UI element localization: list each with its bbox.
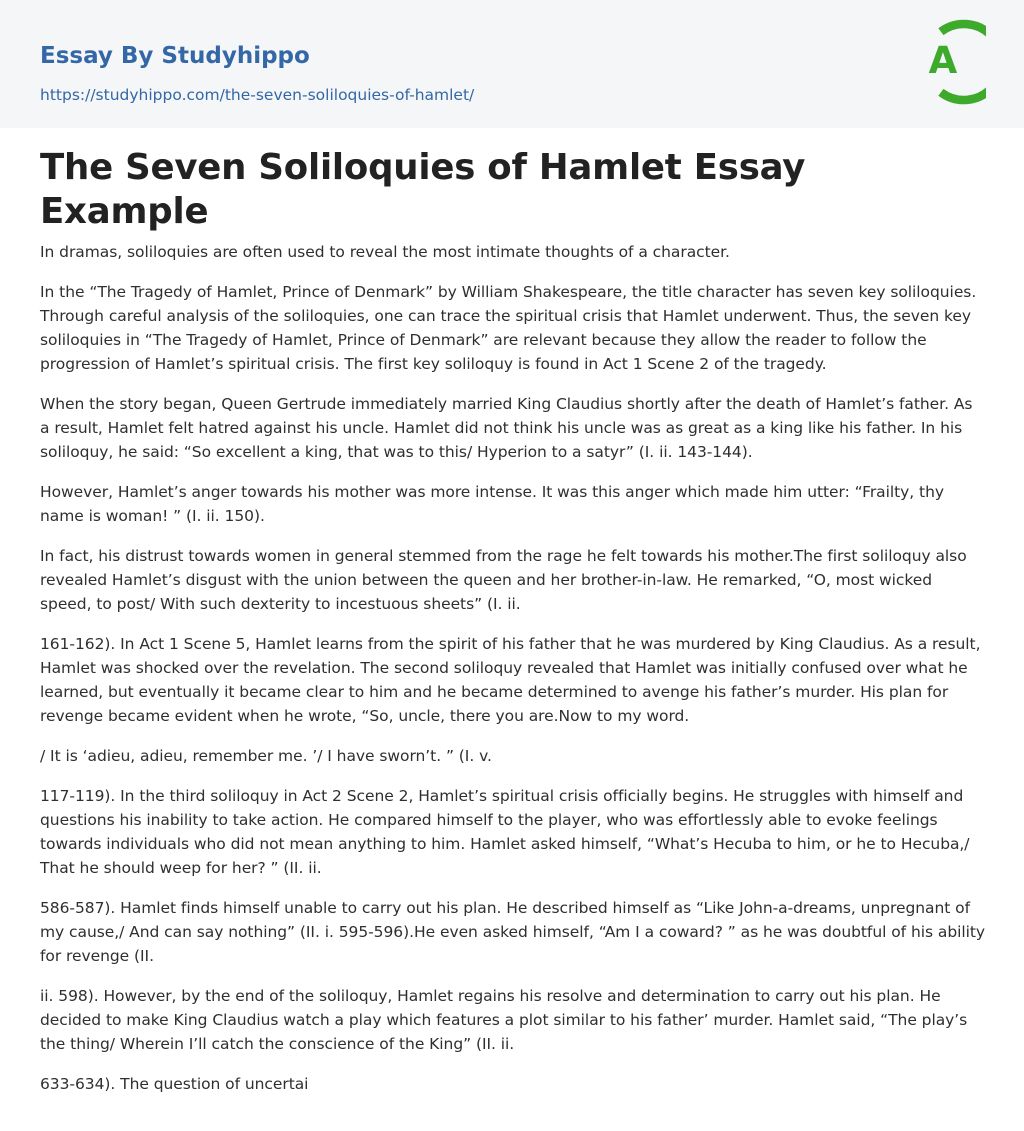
- essay-paragraph: In the “The Tragedy of Hamlet, Prince of Denmark” by William Shakespeare, the title character has seven key soliloquies. Through careful analysis of the soliloquies, one can trace the spiritual crisis that Hamlet underwent. Thus, the seven key soliloquies in “The Tragedy of Hamlet, Prince of Denmark” are relevant because they allow the reader to follow the progression of Hamlet’s spiritual crisis. The first key soliloquy is found in Act 1 Scene 2 of the tragedy.: [40, 283, 977, 373]
- essay-paragraph: In dramas, soliloquies are often used to reveal the most intimate thoughts of a character.: [40, 243, 730, 261]
- logo-letter: A: [928, 39, 958, 82]
- page-title: The Seven Soliloquies of Hamlet Essay Example: [40, 147, 806, 232]
- essay-paragraph: 633-634). The question of uncertai: [40, 1075, 309, 1093]
- essay-paragraph: 586-587). Hamlet finds himself unable to carry out his plan. He described himself as “Like John-a-dreams, unpregnant of my cause,/ And can say nothing” (II. i. 595-596).He even asked himself, “Am I a coward? ” as he was doubtful of his ability for revenge (II.: [40, 899, 986, 965]
- essay-paragraph: / It is ‘adieu, adieu, remember me. ’/ I have sworn’t. ” (I. v.: [40, 747, 492, 765]
- page-url-link[interactable]: https://studyhippo.com/the-seven-soliloquies-of-hamlet/: [40, 86, 475, 104]
- essay-paragraph: 117-119). In the third soliloquy in Act 2 Scene 2, Hamlet’s spiritual crisis officially begins. He struggles with himself and questions his inability to take action. He compared himself to the player, who was effortlessly able to evoke feelings towards individuals who did not mean anything to him. Hamlet asked himself, “What’s Hecuba to him, or he to Hecuba,/ That he should weep for her? ” (II. ii.: [40, 787, 970, 877]
- site-header: [0, 0, 1024, 128]
- studyhippo-logo-icon[interactable]: [916, 19, 986, 105]
- essay-body: [0, 234, 1024, 1096]
- site-brand[interactable]: Essay By Studyhippo: [40, 43, 310, 69]
- essay-paragraph: When the story began, Queen Gertrude immediately married King Claudius shortly after the death of Hamlet’s father. As a result, Hamlet felt hatred against his uncle. Hamlet did not think his uncle was as great as a king like his father. In his soliloquy, he said: “So excellent a king, that was to this/ Hyperion to a satyr” (I. ii. 143-144).: [40, 395, 973, 461]
- essay-paragraph: However, Hamlet’s anger towards his mother was more intense. It was this anger which made him utter: “Frailty, thy name is woman! ” (I. ii. 150).: [40, 483, 944, 525]
- essay-paragraph: ii. 598). However, by the end of the soliloquy, Hamlet regains his resolve and determination to carry out his plan. He decided to make King Claudius watch a play which features a plot similar to his father’ murder. Hamlet said, “The play’s the thing/ Wherein I’ll catch the conscience of the King” (II. ii.: [40, 987, 968, 1053]
- essay-paragraph: In fact, his distrust towards women in general stemmed from the rage he felt towards his mother.The first soliloquy also revealed Hamlet’s disgust with the union between the queen and her brother-in-law. He remarked, “O, most wicked speed, to post/ With such dexterity to incestuous sheets” (I. ii.: [40, 547, 967, 613]
- essay-paragraph: 161-162). In Act 1 Scene 5, Hamlet learns from the spirit of his father that he was murdered by King Claudius. As a result, Hamlet was shocked over the revelation. The second soliloquy revealed that Hamlet was initially confused over what he learned, but eventually it became clear to him and he became determined to avenge his father’s murder. His plan for revenge became evident when he wrote, “So, uncle, there you are.Now to my word.: [40, 635, 981, 725]
